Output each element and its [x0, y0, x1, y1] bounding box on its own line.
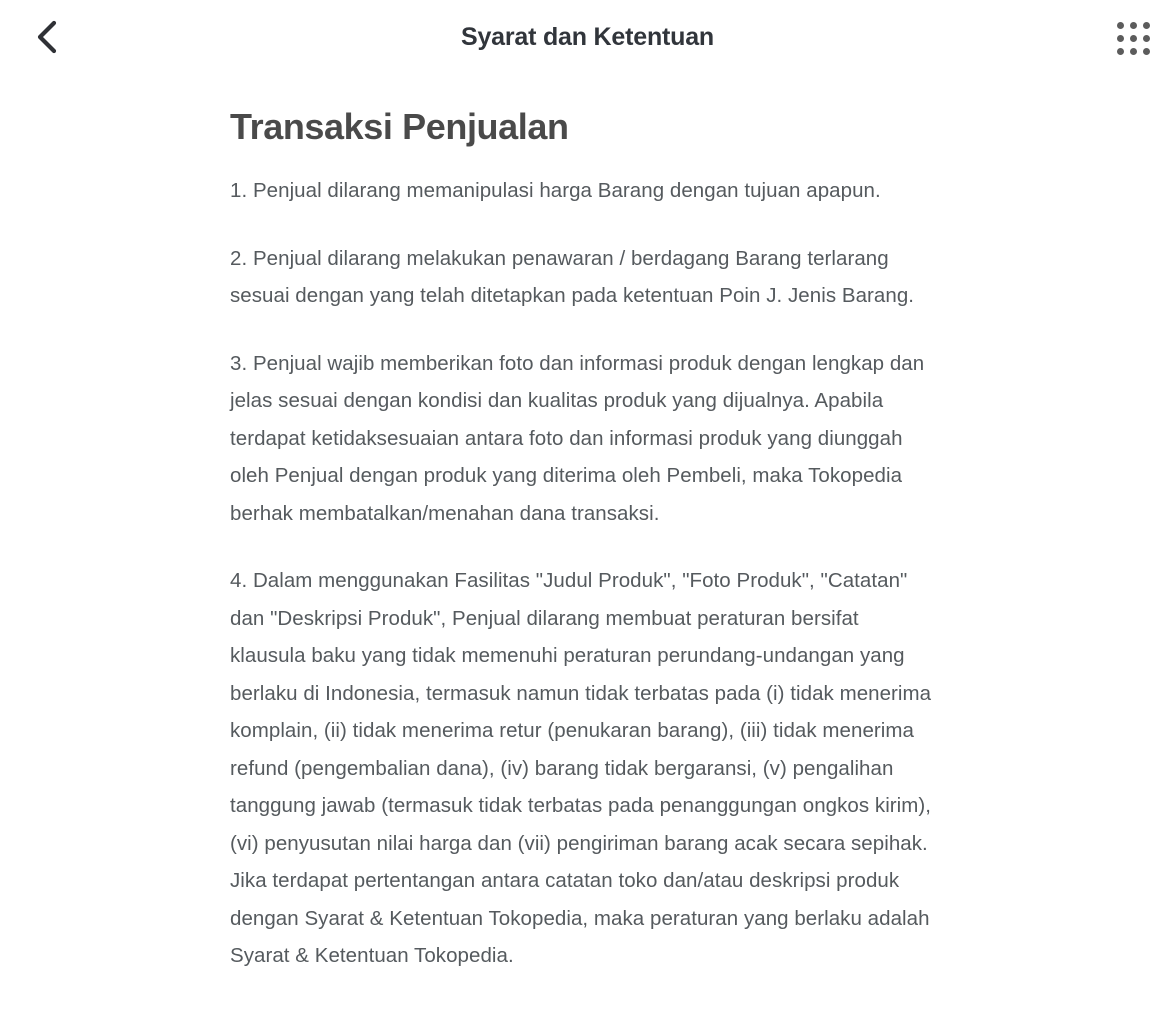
content-scroll-area[interactable]	[0, 76, 1175, 1024]
section-heading: Transaksi Penjualan	[230, 106, 569, 147]
grid-dot	[1117, 22, 1124, 29]
grid-dot	[1130, 22, 1137, 29]
back-button[interactable]	[18, 8, 76, 66]
terms-paragraph: 1. Penjual dilarang memanipulasi harga Barang dengan tujuan apapun.	[230, 179, 881, 202]
terms-paragraph: 3. Penjual wajib memberikan foto dan informasi produk dengan lengkap dan jelas sesuai dengan kondisi dan kualitas produk yang dijualnya. Apabila terdapat ketidaksesuaian antara foto dan informasi produk yang diunggah oleh Penjual dengan produk yang diterima oleh Pembeli, maka Tokopedia berhak membatalkan/menahan dana transaksi.	[230, 351, 930, 525]
app-header	[0, 0, 1175, 76]
grid-dot	[1130, 48, 1137, 55]
grid-dot	[1117, 48, 1124, 55]
chevron-left-icon	[32, 20, 62, 54]
page-title: Syarat dan Ketentuan	[460, 23, 714, 51]
terms-paragraph: 4. Dalam menggunakan Fasilitas "Judul Produk", "Foto Produk", "Catatan" dan "Deskripsi Produk", Penjual dilarang membuat peraturan bersifat klausula baku yang tidak memenuhi peraturan perundang-undangan yang berlaku di Indonesia, termasuk namun tidak terbatas pada (i) tidak menerima komplain, (ii) tidak menerima retur (penukaran barang), (iii) tidak menerima refund (pengembalian dana), (iv) barang tidak bergaransi, (v) pengalihan tanggung jawab (termasuk tidak terbatas pada penanggungan ongkos kirim), (vi) penyusutan nilai harga dan (vii) pengiriman barang acak secara sepihak. Jika terdapat pertentangan antara catatan toko dan/atau deskripsi produk dengan Syarat & Ketentuan Tokopedia, maka peraturan yang berlaku adalah Syarat & Ketentuan Tokopedia.	[230, 569, 937, 967]
grid-dot	[1143, 48, 1150, 55]
terms-article	[0, 76, 1175, 1015]
terms-paragraph: 2. Penjual dilarang melakukan penawaran / berdagang Barang terlarang sesuai dengan yang telah ditetapkan pada ketentuan Poin J. Jenis Barang.	[230, 246, 915, 307]
grid-dot	[1143, 35, 1150, 42]
apps-menu-button[interactable]	[1105, 10, 1161, 66]
grid-dot	[1130, 35, 1137, 42]
grid-dot	[1143, 22, 1150, 29]
grid-dot	[1117, 35, 1124, 42]
grid-apps-icon	[1117, 22, 1150, 55]
